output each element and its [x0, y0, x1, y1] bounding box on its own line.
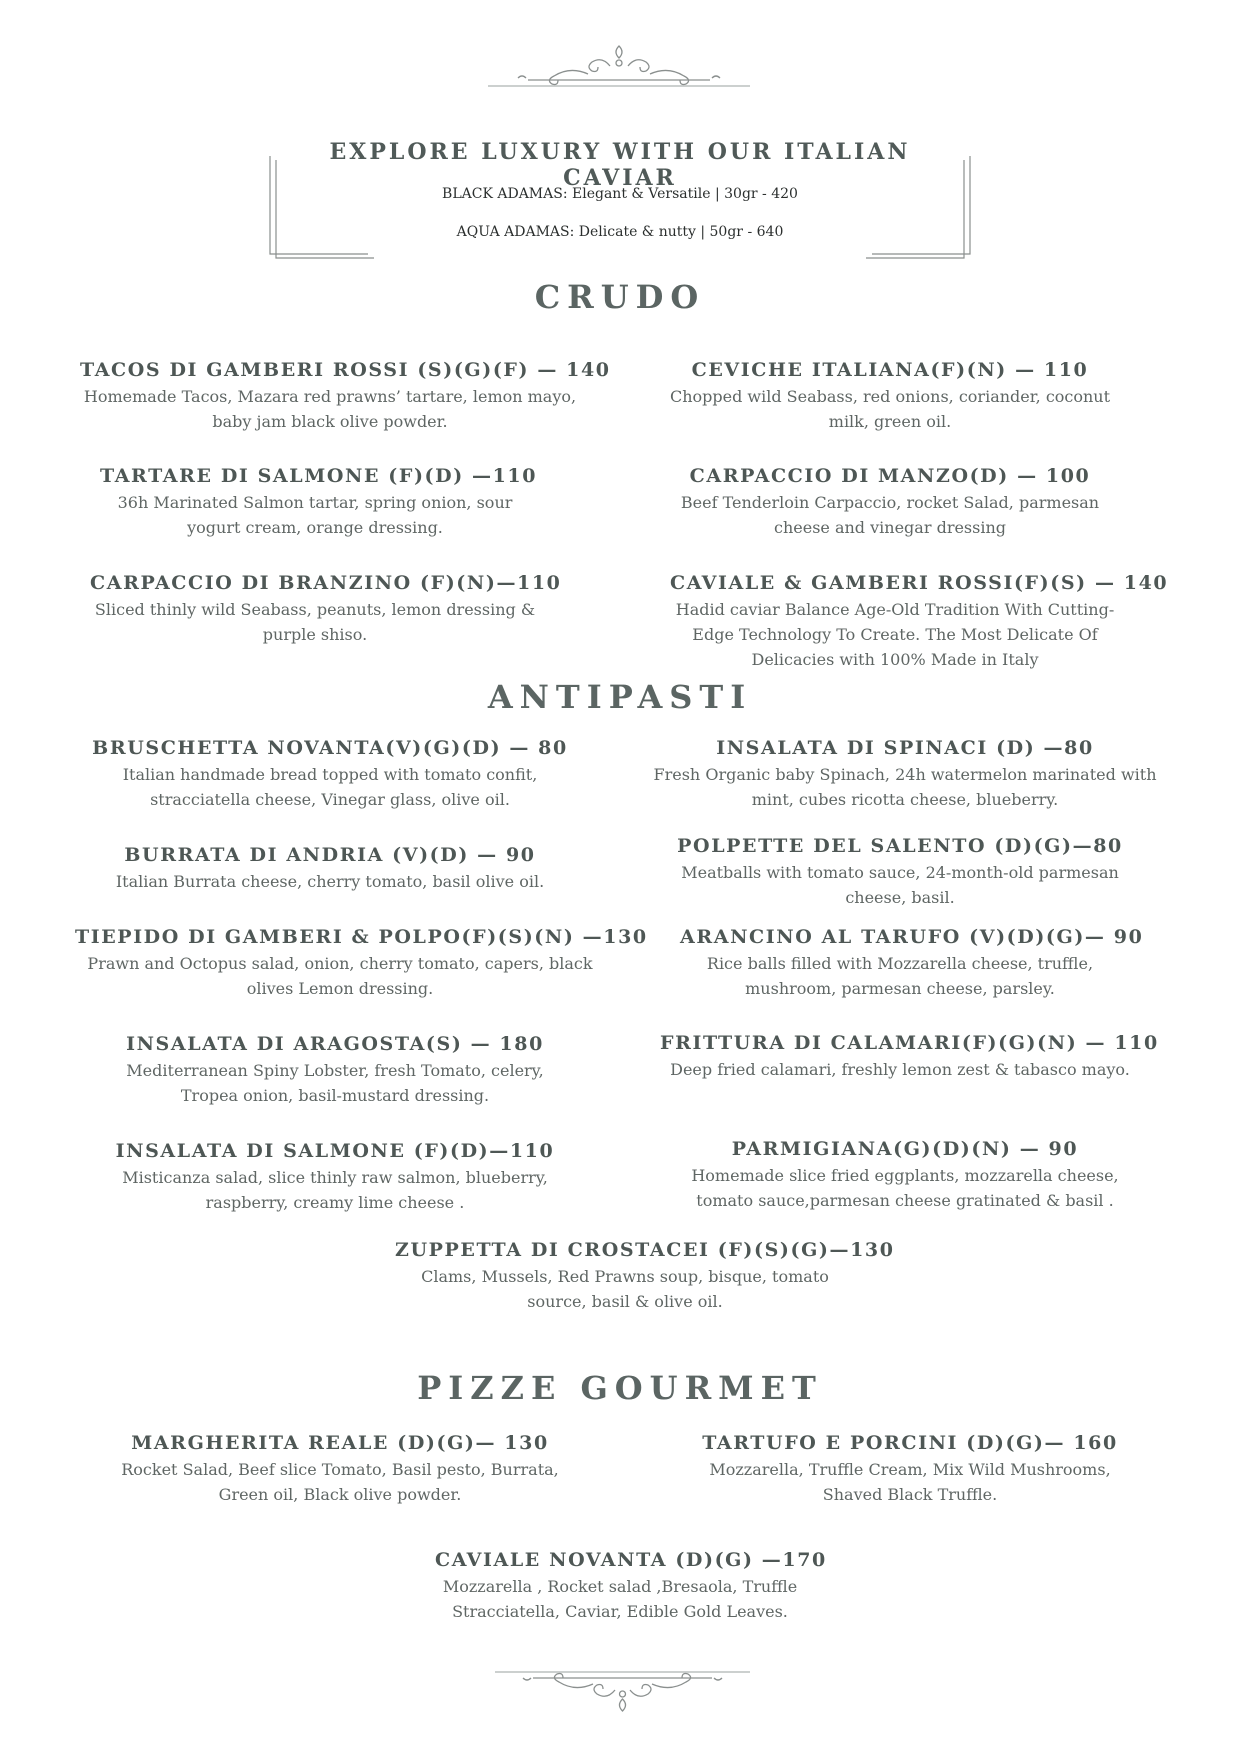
item-name: CARPACCIO DI MANZO(D) — 100	[689, 465, 1091, 487]
section-title-antipasti: ANTIPASTI	[487, 678, 753, 716]
item-description: Rice balls filled with Mozzarella cheese, truffle, mushroom, parmesan cheese, parsley.	[706, 954, 1094, 998]
item-description: Hadid caviar Balance Age-Old Tradition With Cutting-Edge Technology To Create. The Most Delicate Of Delicacies with 100% Made in Italy	[675, 600, 1115, 669]
item-name: MARGHERITA REALE (D)(G)— 130	[131, 1432, 549, 1454]
item-description: Meatballs with tomato sauce, 24-month-old parmesan cheese, basil.	[681, 863, 1119, 907]
item-name: TIEPIDO DI GAMBERI & POLPO(F)(S)(N) —130	[75, 926, 648, 948]
menu-item	[650, 735, 1160, 812]
item-description: Mediterranean Spiny Lobster, fresh Tomato, celery, Tropea onion, basil-mustard dressing.	[126, 1061, 544, 1105]
item-name: CARPACCIO DI BRANZINO (F)(N)—110	[90, 572, 562, 594]
item-name: FRITTURA DI CALAMARI(F)(G)(N) — 110	[660, 1032, 1159, 1054]
item-description: Fresh Organic baby Spinach, 24h watermelon marinated with mint, cubes ricotta cheese, blueberry.	[653, 765, 1157, 809]
caviar-aqua-adamas: AQUA ADAMAS: Delicate & nutty | 50gr - 640	[456, 224, 784, 240]
item-name: TACOS DI GAMBERI ROSSI (S)(G)(F) — 140	[80, 359, 611, 381]
item-name: INSALATA DI SPINACI (D) —80	[716, 737, 1094, 759]
item-description: Misticanza salad, slice thinly raw salmon, blueberry, raspberry, creamy lime cheese .	[122, 1168, 548, 1212]
menu-item	[395, 1237, 895, 1314]
item-name: INSALATA DI SALMONE (F)(D)—110	[115, 1140, 555, 1162]
menu-item	[100, 463, 538, 540]
item-name: ZUPPETTA DI CROSTACEI (F)(S)(G)—130	[395, 1239, 895, 1261]
item-name: ARANCINO AL TARUFO (V)(D)(G)— 90	[680, 926, 1144, 948]
menu-item	[75, 924, 648, 1001]
section-title-crudo: CRUDO	[534, 278, 706, 316]
caviar-heading: EXPLORE LUXURY WITH OUR ITALIAN CAVIAR	[329, 139, 911, 191]
item-name: BRUSCHETTA NOVANTA(V)(G)(D) — 80	[92, 737, 568, 759]
bottom-flourish-ornament	[495, 1668, 750, 1718]
item-name: TARTUFO E PORCINI (D)(G)— 160	[702, 1432, 1118, 1454]
menu-item	[90, 570, 562, 647]
menu-item	[670, 570, 1169, 672]
item-description: Homemade Tacos, Mazara red prawns’ tartare, lemon mayo, baby jam black olive powder.	[83, 387, 577, 431]
item-description: Clams, Mussels, Red Prawns soup, bisque, tomato source, basil & olive oil.	[421, 1267, 829, 1311]
item-description: Deep fried calamari, freshly lemon zest & tabasco mayo.	[670, 1060, 1130, 1079]
menu-item	[675, 833, 1125, 910]
item-description: Mozzarella, Truffle Cream, Mix Wild Mushrooms, Shaved Black Truffle.	[709, 1460, 1111, 1504]
item-name: PARMIGIANA(G)(D)(N) — 90	[731, 1138, 1079, 1160]
item-description: Italian Burrata cheese, cherry tomato, basil olive oil.	[115, 872, 545, 891]
menu-item	[690, 1430, 1130, 1507]
menu-item	[110, 1031, 560, 1108]
menu-item	[675, 463, 1105, 540]
top-flourish-ornament	[488, 40, 750, 90]
menu-item	[110, 1430, 570, 1507]
menu-item	[660, 357, 1120, 434]
menu-item	[680, 1136, 1130, 1213]
menu-item	[100, 842, 560, 894]
menu-item	[110, 1138, 560, 1215]
item-description: Homemade slice fried eggplants, mozzarella cheese, tomato sauce,parmesan cheese gratinated & basil .	[691, 1166, 1119, 1210]
menu-item	[80, 357, 611, 434]
item-name: CAVIALE NOVANTA (D)(G) —170	[435, 1549, 827, 1571]
menu-item	[680, 924, 1144, 1001]
item-description: Mozzarella , Rocket salad ,Bresaola, Truffle Stracciatella, Caviar, Edible Gold Leaves.	[442, 1577, 798, 1621]
caviar-black-adamas: BLACK ADAMAS: Elegant & Versatile | 30gr - 420	[442, 186, 798, 202]
item-name: TARTARE DI SALMONE (F)(D) —110	[100, 465, 538, 487]
item-description: Italian handmade bread topped with tomato confit, stracciatella cheese, Vinegar glass, olive oil.	[122, 765, 538, 809]
item-description: Beef Tenderloin Carpaccio, rocket Salad, parmesan cheese and vinegar dressing	[680, 493, 1100, 537]
item-name: INSALATA DI ARAGOSTA(S) — 180	[126, 1033, 544, 1055]
item-description: 36h Marinated Salmon tartar, spring onion, sour yogurt cream, orange dressing.	[117, 493, 513, 537]
item-name: POLPETTE DEL SALENTO (D)(G)—80	[677, 835, 1123, 857]
item-description: Rocket Salad, Beef slice Tomato, Basil pesto, Burrata, Green oil, Black olive powder.	[121, 1460, 559, 1504]
menu-item	[90, 735, 570, 812]
item-name: CEVICHE ITALIANA(F)(N) — 110	[691, 359, 1089, 381]
item-description: Sliced thinly wild Seabass, peanuts, lemon dressing & purple shiso.	[94, 600, 536, 644]
item-description: Prawn and Octopus salad, onion, cherry tomato, capers, black olives Lemon dressing.	[87, 954, 593, 998]
menu-item	[435, 1547, 827, 1624]
item-description: Chopped wild Seabass, red onions, coriander, coconut milk, green oil.	[669, 387, 1111, 431]
item-name: BURRATA DI ANDRIA (V)(D) — 90	[124, 844, 536, 866]
item-name: CAVIALE & GAMBERI ROSSI(F)(S) — 140	[670, 572, 1169, 594]
section-title-pizze: PIZZE GOURMET	[417, 1369, 823, 1407]
menu-item	[660, 1030, 1159, 1082]
